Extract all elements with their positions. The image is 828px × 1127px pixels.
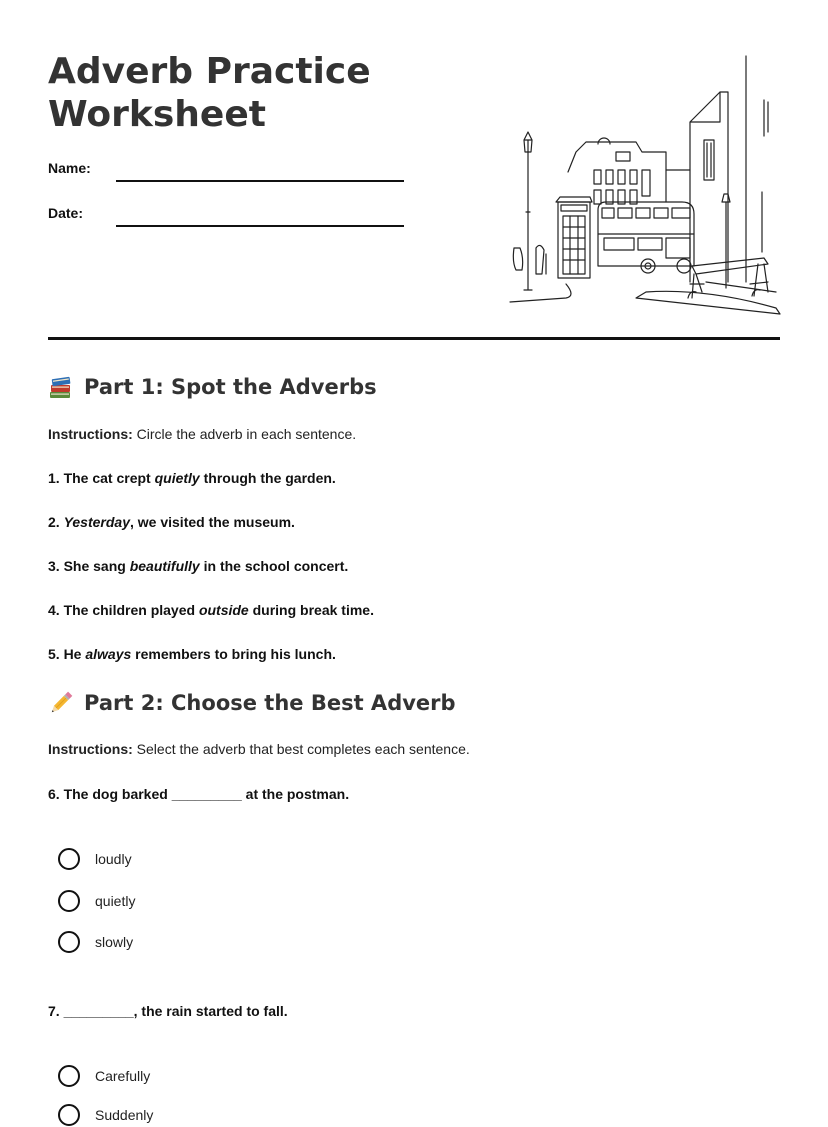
sentence-3 — [48, 558, 348, 574]
q6-radio-slowly[interactable] — [58, 931, 80, 953]
sentence-4-adverb[interactable]: outside — [198, 602, 249, 618]
part1-instructions-text: Circle the adverb in each sentence. — [132, 426, 357, 442]
q7-option-label[interactable]: Carefully — [95, 1068, 151, 1084]
sentence-3-after: in the school concert. — [199, 558, 349, 574]
part1-instructions-label: Instructions: — [48, 426, 133, 442]
sentence-3-adverb[interactable]: beautifully — [129, 558, 200, 574]
part1-instructions — [48, 426, 356, 442]
sentence-1-adverb[interactable]: quietly — [154, 470, 200, 486]
section-divider — [48, 337, 780, 340]
question-7: 7. _________, the rain started to fall. — [48, 1003, 288, 1019]
question-6: 6. The dog barked _________ at the postman. — [48, 786, 350, 802]
sentence-5-after: remembers to bring his lunch. — [131, 646, 336, 662]
q6-option-label[interactable]: slowly — [95, 934, 134, 950]
part2-heading — [48, 690, 456, 716]
name-field-line[interactable] — [116, 180, 404, 182]
q7-option-suddenly[interactable] — [58, 1103, 153, 1127]
sentence-1-before: 1. The cat crept — [48, 470, 155, 486]
sentence-2 — [48, 514, 295, 530]
sentence-1-after: through the garden. — [199, 470, 336, 486]
part1-heading — [48, 374, 377, 400]
part1-heading-text: Part 1: Spot the Adverbs — [84, 375, 377, 399]
page-title: Adverb Practice Worksheet — [48, 51, 371, 135]
part2-instructions-text: Select the adverb that best completes each sentence. — [132, 741, 470, 757]
part2-instructions — [48, 741, 470, 757]
q6-option-label[interactable]: loudly — [95, 851, 132, 867]
sentence-5 — [48, 646, 336, 662]
sentence-4-after: during break time. — [248, 602, 374, 618]
q6-option-quietly[interactable] — [58, 889, 135, 913]
sentence-2-before: 2. — [48, 514, 64, 530]
pencil-icon — [48, 690, 74, 716]
sentence-3-before: 3. She sang — [48, 558, 130, 574]
q7-radio-suddenly[interactable] — [58, 1104, 80, 1126]
q6-option-label[interactable]: quietly — [95, 893, 136, 909]
date-label: Date: — [48, 205, 84, 221]
q6-option-slowly[interactable] — [58, 930, 133, 954]
books-icon — [48, 374, 74, 400]
q7-option-label[interactable]: Suddenly — [95, 1107, 154, 1123]
sentence-4-before: 4. The children played — [48, 602, 199, 618]
sentence-5-before: 5. He — [48, 646, 86, 662]
sentence-1 — [48, 470, 336, 486]
sentence-5-adverb[interactable]: always — [85, 646, 132, 662]
date-field-line[interactable] — [116, 225, 404, 227]
sentence-2-after: , we visited the museum. — [130, 514, 295, 530]
q6-radio-quietly[interactable] — [58, 890, 80, 912]
part2-heading-text: Part 2: Choose the Best Adverb — [84, 691, 456, 715]
street-scene-illustration — [506, 52, 784, 318]
q7-radio-carefully[interactable] — [58, 1065, 80, 1087]
q6-radio-loudly[interactable] — [58, 848, 80, 870]
sentence-2-adverb[interactable]: Yesterday — [63, 514, 130, 530]
name-label: Name: — [48, 160, 91, 176]
sentence-4 — [48, 602, 374, 618]
part2-instructions-label: Instructions: — [48, 741, 133, 757]
q7-option-carefully[interactable] — [58, 1064, 150, 1088]
q6-option-loudly[interactable] — [58, 847, 132, 871]
